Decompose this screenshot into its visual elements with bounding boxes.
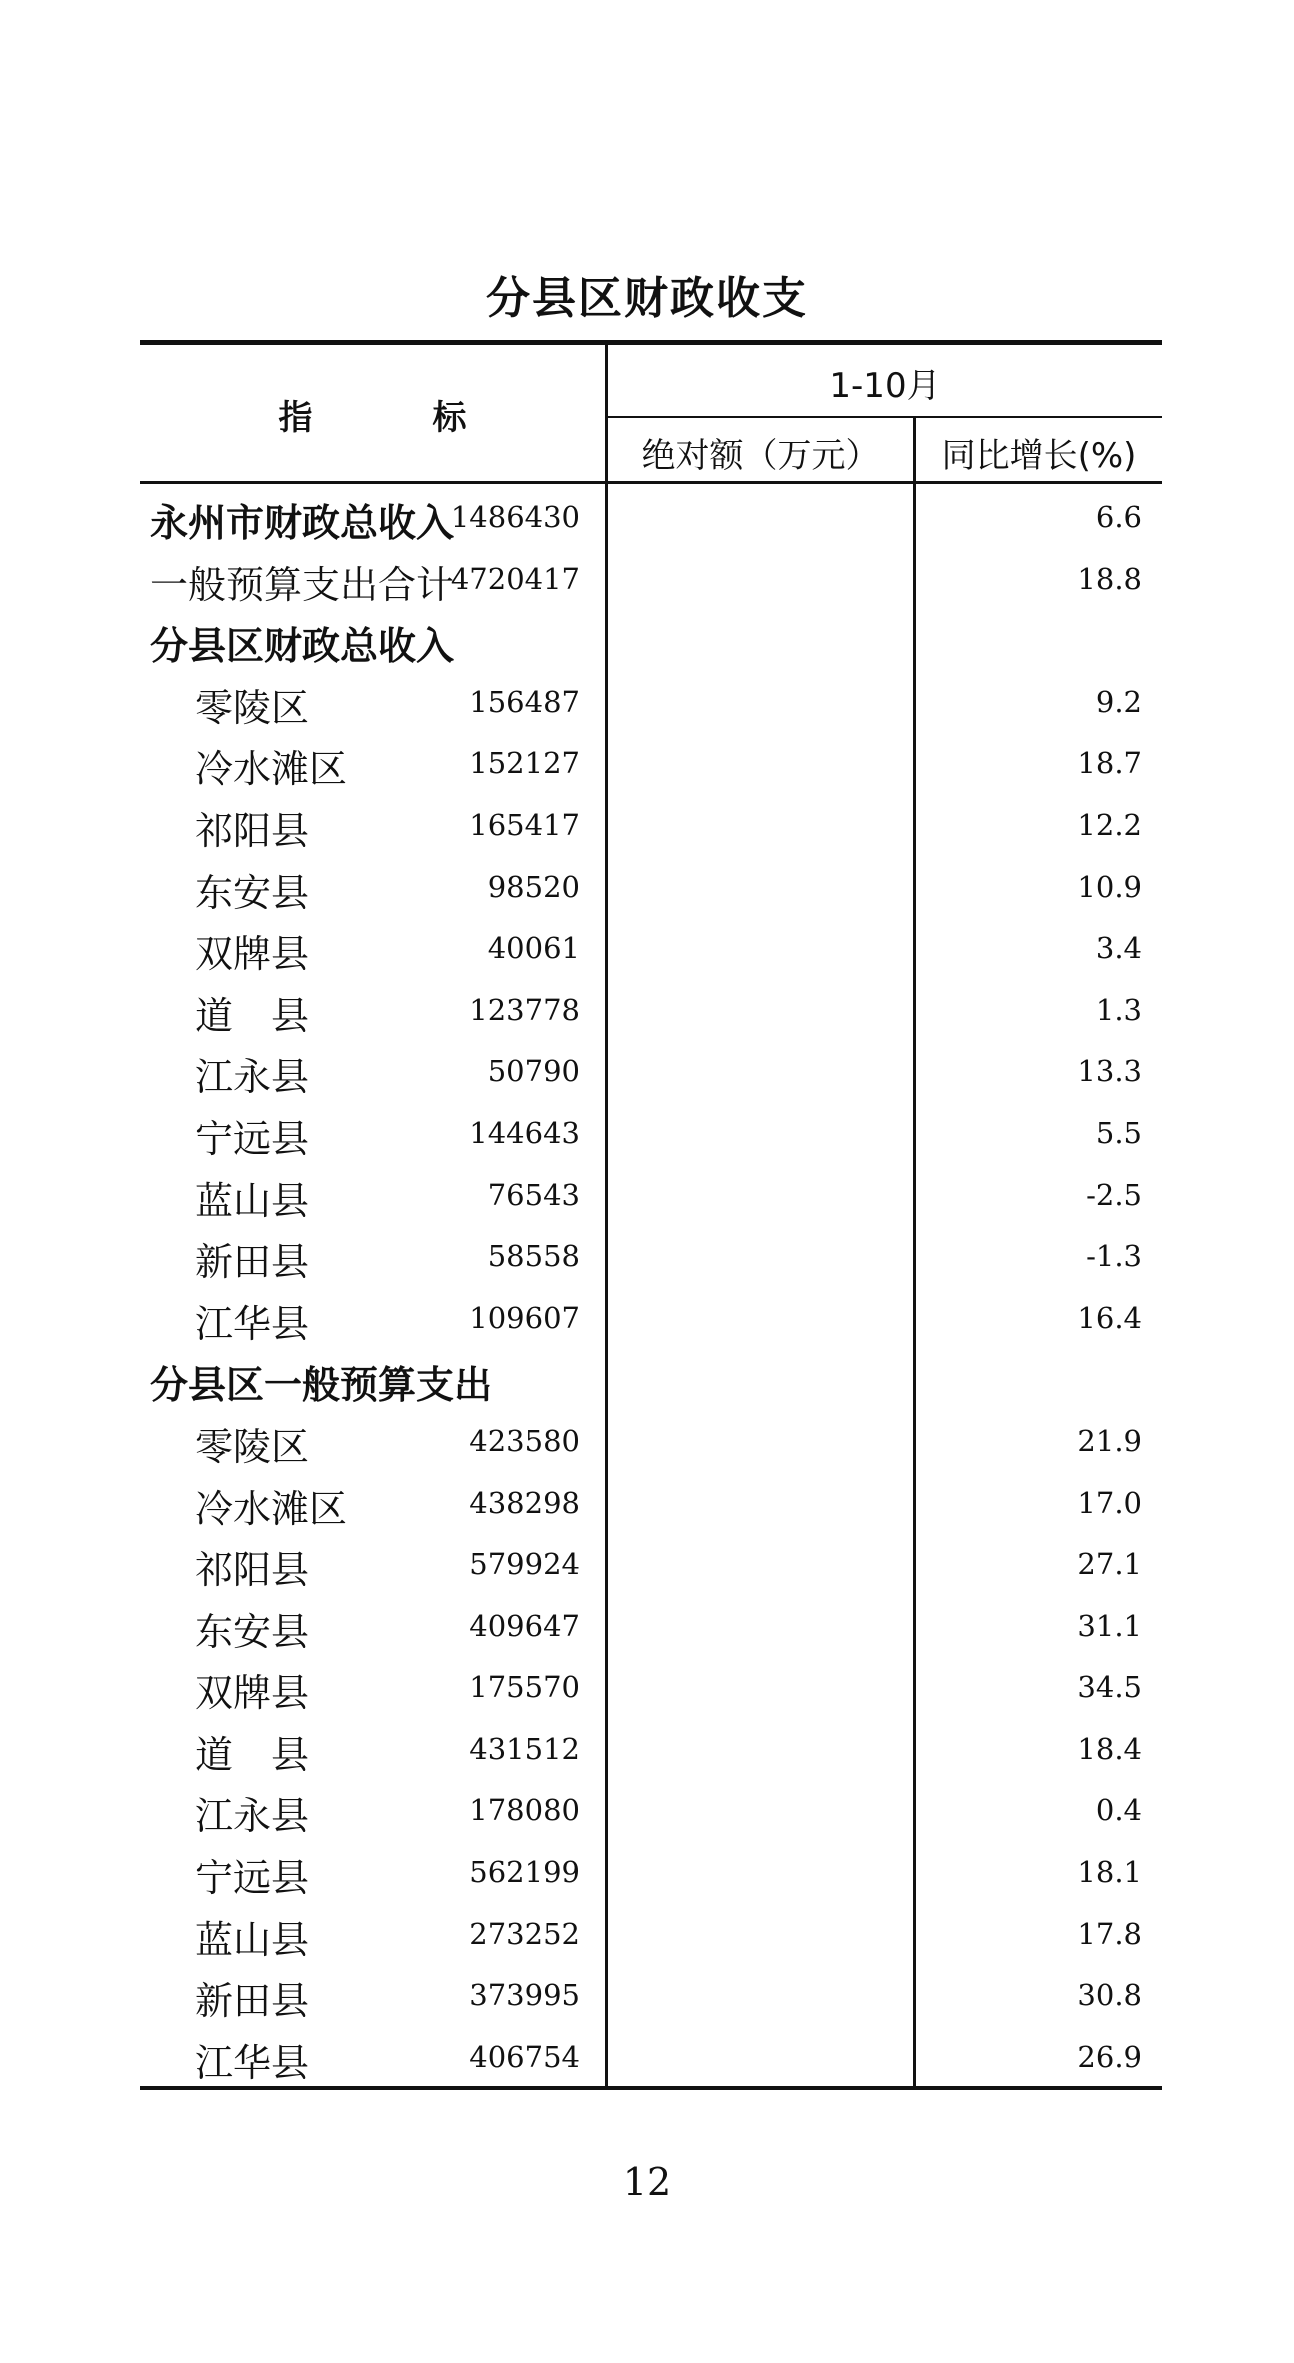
row-yoy-growth: 21.9 xyxy=(1077,1423,1142,1458)
row-label: 双牌县 xyxy=(195,932,310,977)
row-label: 江华县 xyxy=(195,1301,310,1346)
row-yoy-growth: 30.8 xyxy=(1077,1978,1142,2013)
table-row xyxy=(140,1162,1162,1224)
row-label: 零陵区 xyxy=(195,1424,310,1469)
row-yoy-growth: 6.6 xyxy=(1095,500,1142,534)
table-row xyxy=(140,1038,1162,1100)
header-absolute-amount: 绝对额（万元） xyxy=(641,436,880,476)
row-absolute-amount: 4720417 xyxy=(450,561,580,596)
row-yoy-growth: 18.4 xyxy=(1077,1731,1142,1766)
row-absolute-amount: 156487 xyxy=(469,684,580,719)
row-label: 宁远县 xyxy=(195,1856,310,1901)
table-row xyxy=(140,854,1162,916)
row-label: 分县区一般预算支出 xyxy=(150,1363,493,1408)
table-row xyxy=(140,1593,1162,1655)
row-absolute-amount: 579924 xyxy=(469,1547,580,1582)
table-row xyxy=(140,1100,1162,1162)
row-absolute-amount: 423580 xyxy=(469,1423,580,1458)
row-yoy-growth: 10.9 xyxy=(1077,869,1142,904)
row-label: 祁阳县 xyxy=(195,1548,310,1593)
table-row xyxy=(140,1839,1162,1901)
table-row xyxy=(140,2024,1162,2086)
row-absolute-amount: 165417 xyxy=(469,807,580,842)
header-period: 1-10月 xyxy=(829,366,941,406)
row-yoy-growth: 18.7 xyxy=(1077,746,1142,781)
row-label: 新田县 xyxy=(195,1240,310,1285)
table-row xyxy=(140,1962,1162,2024)
table-row xyxy=(140,915,1162,977)
row-label: 双牌县 xyxy=(195,1671,310,1716)
row-absolute-amount: 50790 xyxy=(487,1054,580,1089)
row-label: 蓝山县 xyxy=(195,1917,310,1962)
finance-table xyxy=(140,340,1162,2090)
row-label: 东安县 xyxy=(195,870,310,915)
header-sub-rule xyxy=(606,416,1162,418)
row-label: 蓝山县 xyxy=(195,1178,310,1223)
row-yoy-growth: 18.8 xyxy=(1077,561,1142,596)
page-number: 12 xyxy=(622,2160,672,2204)
row-label: 分县区财政总收入 xyxy=(150,624,455,669)
table-row xyxy=(140,1901,1162,1963)
table-row xyxy=(140,1716,1162,1778)
table-row xyxy=(140,1346,1162,1408)
row-yoy-growth: 34.5 xyxy=(1077,1670,1142,1705)
table-row xyxy=(140,484,1162,546)
row-label: 江华县 xyxy=(195,2040,310,2085)
row-absolute-amount: 144643 xyxy=(469,1115,580,1150)
row-yoy-growth: 18.1 xyxy=(1077,1855,1142,1890)
row-yoy-growth: 17.8 xyxy=(1077,1916,1142,1951)
row-yoy-growth: 27.1 xyxy=(1077,1547,1142,1582)
row-absolute-amount: 431512 xyxy=(469,1731,580,1766)
row-yoy-growth: 9.2 xyxy=(1095,684,1142,719)
row-absolute-amount: 438298 xyxy=(469,1485,580,1520)
row-yoy-growth: 26.9 xyxy=(1077,2039,1142,2074)
row-absolute-amount: 152127 xyxy=(469,746,580,781)
table-row xyxy=(140,607,1162,669)
row-absolute-amount: 373995 xyxy=(469,1978,580,2013)
row-yoy-growth: 1.3 xyxy=(1095,992,1142,1027)
header-indicator-char-1: 指 xyxy=(278,398,313,438)
row-label: 道 县 xyxy=(195,993,310,1038)
row-yoy-growth: 5.5 xyxy=(1095,1115,1142,1150)
row-yoy-growth: 0.4 xyxy=(1095,1793,1142,1828)
row-absolute-amount: 562199 xyxy=(469,1855,580,1890)
row-absolute-amount: 98520 xyxy=(487,869,580,904)
header-indicator xyxy=(140,390,605,439)
row-label: 一般预算支出合计 xyxy=(150,562,455,607)
row-absolute-amount: 76543 xyxy=(487,1177,580,1212)
row-label: 江永县 xyxy=(195,1055,310,1100)
header-yoy-growth: 同比增长(%) xyxy=(941,436,1137,476)
row-label: 东安县 xyxy=(195,1609,310,1654)
table-row xyxy=(140,1777,1162,1839)
row-yoy-growth: -1.3 xyxy=(1086,1239,1142,1274)
table-row xyxy=(140,1470,1162,1532)
row-label: 道 县 xyxy=(195,1732,310,1777)
table-row xyxy=(140,546,1162,608)
row-label: 江永县 xyxy=(195,1794,310,1839)
row-absolute-amount: 1486430 xyxy=(450,500,580,534)
row-absolute-amount: 409647 xyxy=(469,1608,580,1643)
row-yoy-growth: 17.0 xyxy=(1077,1485,1142,1520)
row-yoy-growth: 12.2 xyxy=(1077,807,1142,842)
header-indicator-char-2: 标 xyxy=(432,398,467,438)
row-absolute-amount: 40061 xyxy=(487,931,580,966)
row-yoy-growth: 13.3 xyxy=(1077,1054,1142,1089)
row-yoy-growth: 3.4 xyxy=(1095,931,1142,966)
row-label: 祁阳县 xyxy=(195,808,310,853)
table-body xyxy=(140,484,1162,2085)
row-label: 新田县 xyxy=(195,1979,310,2024)
row-label: 宁远县 xyxy=(195,1116,310,1161)
row-yoy-growth: -2.5 xyxy=(1086,1177,1142,1212)
row-label: 冷水滩区 xyxy=(195,747,348,792)
row-label: 冷水滩区 xyxy=(195,1486,348,1531)
row-absolute-amount: 178080 xyxy=(469,1793,580,1828)
table-row xyxy=(140,977,1162,1039)
row-label: 零陵区 xyxy=(195,685,310,730)
row-label: 永州市财政总收入 xyxy=(150,501,455,545)
table-row xyxy=(140,669,1162,731)
page-title: 分县区财政收支 xyxy=(486,273,808,324)
row-absolute-amount: 273252 xyxy=(469,1916,580,1951)
row-yoy-growth: 31.1 xyxy=(1077,1608,1142,1643)
table-row xyxy=(140,1654,1162,1716)
row-absolute-amount: 58558 xyxy=(487,1239,580,1274)
row-absolute-amount: 109607 xyxy=(469,1300,580,1335)
table-row xyxy=(140,1408,1162,1470)
table-row xyxy=(140,1531,1162,1593)
table-top-rule xyxy=(140,340,1162,345)
row-yoy-growth: 16.4 xyxy=(1077,1300,1142,1335)
row-absolute-amount: 406754 xyxy=(469,2039,580,2074)
table-row xyxy=(140,1285,1162,1347)
table-row xyxy=(140,792,1162,854)
row-absolute-amount: 123778 xyxy=(469,992,580,1027)
table-row xyxy=(140,1223,1162,1285)
row-absolute-amount: 175570 xyxy=(469,1670,580,1705)
table-row xyxy=(140,730,1162,792)
